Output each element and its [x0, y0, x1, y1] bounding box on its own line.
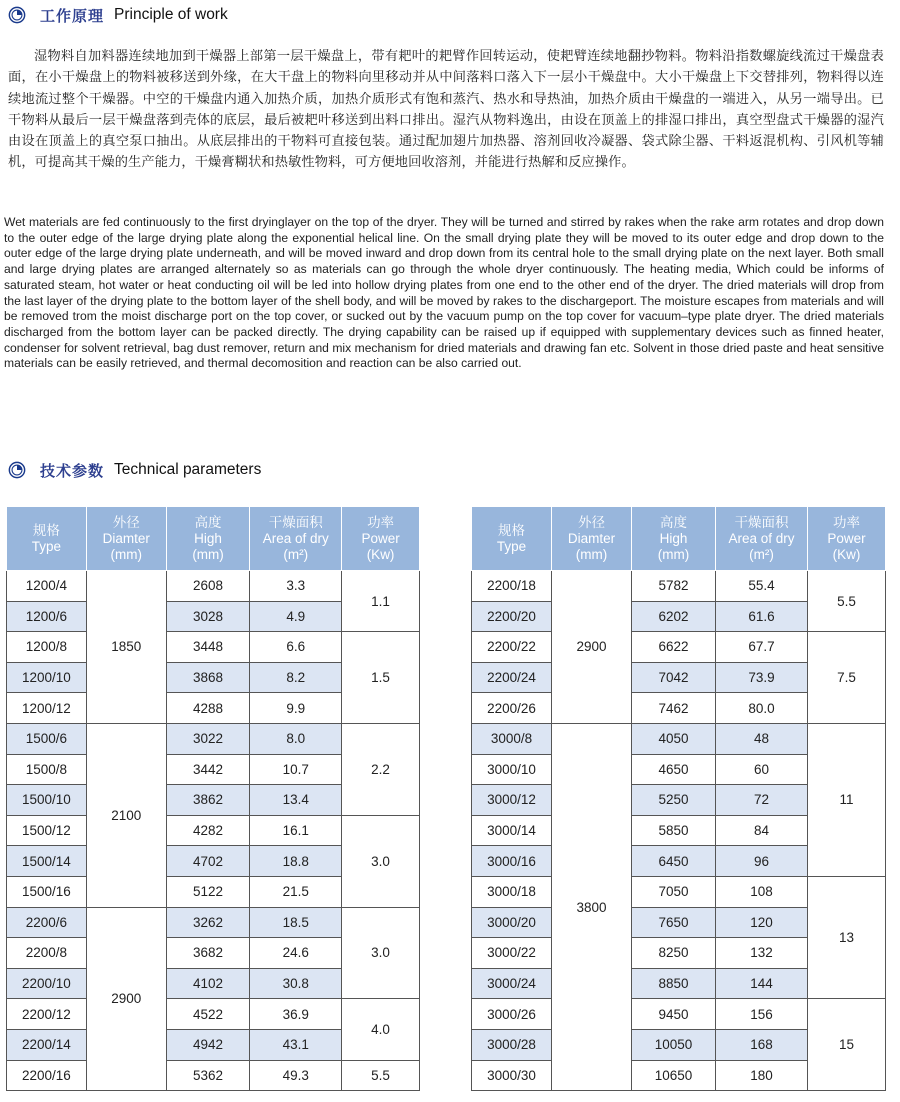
- cell-area: 108: [716, 876, 808, 907]
- table-header: [472, 507, 886, 571]
- cell-area: 156: [716, 999, 808, 1030]
- cell-power: 2.2: [342, 723, 420, 815]
- cell-area: 67.7: [716, 632, 808, 663]
- table-body: [7, 571, 420, 1091]
- cell-type: 3000/10: [472, 754, 552, 785]
- cell-type: 3000/26: [472, 999, 552, 1030]
- cell-type: 1200/10: [7, 662, 87, 693]
- cell-area: 8.2: [250, 662, 342, 693]
- cell-high: 3862: [166, 785, 250, 816]
- cell-area: 18.5: [250, 907, 342, 938]
- cell-high: 3022: [166, 723, 250, 754]
- cell-high: 2608: [166, 571, 250, 602]
- parameters-table-right: [471, 506, 886, 1091]
- cell-type: 3000/30: [472, 1060, 552, 1091]
- cell-power: 3.0: [342, 815, 420, 907]
- principle-title-en: Principle of work: [114, 6, 228, 23]
- table-row: [472, 999, 886, 1030]
- cell-type: 3000/20: [472, 907, 552, 938]
- cell-area: 55.4: [716, 571, 808, 602]
- cell-power: 7.5: [808, 632, 886, 724]
- principle-paragraph-en: Wet materials are fed continuously to the first dryinglayer on the top of the dryer. They will be turned and stirred by rakes when the rake arm rotates and drop down to the outer edge of the large drying plate along the exponential helical line. On the small drying plate they will be moved to its outer edge and drop down to the outer edge of the large drying plate underneath, and will be moved inward and drop down from its central hole to the small drying plate on the next layer. Both small and large drying plates are arranged alternately so as materials can go through the whole dryer continuously. The heating media, Which could be informs of saturated steam, hot water or heat conducting oil will be led into hollow drying plates from one end to the other end of the dryer. The dried materials will drop from the last layer of the drying plate to the bottom layer of the shell body, and will be moved by rakes to the dischargeport. The moisture escapes from materials and will be removed trom the moist discharge port on the top cover, or sucked out by the vacuum pump on the top cover for vacuum–type plate dryer. The dried materials discharged from the bottom layer can be packed directly. The drying capability can be raised up if equipped with supplementary devices such as finned heater, condenser for solvent retrieval, bag dust remover, return and mix mechanism for dried materials and drawing fan etc. Solvent in those dried paste and heat sensitive materials can be easily retrieved, and thermal decomosition and reaction can be also carried out.: [4, 215, 884, 371]
- table-header: [7, 507, 420, 571]
- cell-area: 24.6: [250, 938, 342, 969]
- principle-title-cn: 工作原理: [40, 6, 105, 25]
- principle-paragraph-cn: 湿物料自加料器连续地加到干燥器上部第一层干燥盘上，带有耙叶的耙臂作回转运动，使耙臂连续地翻抄物料。物料沿指数螺旋线流过干燥盘表面，在小干燥盘上的物料被移送到外缘，在大干盘上的物料向里移动并从中间落料口落入下一层小干燥盘中。大小干燥盘上下交替排列，物料得以连续地流过整个干燥器。中空的干燥盘内通入加热介质，加热介质形式有饱和蒸汽、热水和导热油，加热介质由干燥盘的一端进入，从另一端导出。已干物料从最后一层干燥盘落到壳体的底层，最后被耙叶移送到出料口排出。湿汽从物料逸出，由设在顶盖上的排湿口排出，真空型盘式干燥器的湿汽由设在顶盖上的真空泵口抽出。从底层排出的干物料可直接包装。通过配加翅片加热器、溶剂回收冷凝器、袋式除尘器、干料返混机构、引风机等辅机，可提高其干燥的生产能力，干燥膏糊状和热敏性物料，可方便地回收溶剂，并能进行热解和反应操作。: [8, 49, 884, 171]
- cell-type: 3000/22: [472, 938, 552, 969]
- cell-area: 16.1: [250, 815, 342, 846]
- principle-heading: [8, 3, 228, 27]
- header-area: 干燥面积 Area of dry (m²): [716, 507, 808, 571]
- cell-area: 48: [716, 723, 808, 754]
- cell-area: 80.0: [716, 693, 808, 724]
- cell-type: 2200/6: [7, 907, 87, 938]
- cell-type: 2200/8: [7, 938, 87, 969]
- cell-type: 1500/12: [7, 815, 87, 846]
- cell-area: 30.8: [250, 968, 342, 999]
- cell-high: 6450: [632, 846, 716, 877]
- cell-high: 8850: [632, 968, 716, 999]
- cell-type: 1200/6: [7, 601, 87, 632]
- cell-power: 1.1: [342, 571, 420, 632]
- target-circle-icon: [8, 461, 26, 479]
- table-body: [472, 571, 886, 1091]
- cell-type: 3000/18: [472, 876, 552, 907]
- cell-area: 120: [716, 907, 808, 938]
- cell-type: 2200/18: [472, 571, 552, 602]
- cell-type: 3000/28: [472, 1029, 552, 1060]
- table-row: [7, 632, 420, 663]
- cell-high: 3028: [166, 601, 250, 632]
- cell-area: 84: [716, 815, 808, 846]
- cell-high: 3868: [166, 662, 250, 693]
- cell-type: 2200/20: [472, 601, 552, 632]
- cell-type: 2200/10: [7, 968, 87, 999]
- table-row: [472, 632, 886, 663]
- cell-area: 132: [716, 938, 808, 969]
- cell-power: 4.0: [342, 999, 420, 1060]
- cell-area: 180: [716, 1060, 808, 1091]
- cell-type: 2200/16: [7, 1060, 87, 1091]
- cell-area: 9.9: [250, 693, 342, 724]
- cell-high: 4650: [632, 754, 716, 785]
- cell-power: 5.5: [808, 571, 886, 632]
- cell-area: 21.5: [250, 876, 342, 907]
- cell-type: 3000/16: [472, 846, 552, 877]
- cell-type: 2200/14: [7, 1029, 87, 1060]
- cell-area: 4.9: [250, 601, 342, 632]
- cell-area: 3.3: [250, 571, 342, 602]
- cell-high: 3682: [166, 938, 250, 969]
- cell-high: 5850: [632, 815, 716, 846]
- table-row: [7, 723, 420, 754]
- header-power: 功率 Power (Kw): [342, 507, 420, 571]
- cell-area: 72: [716, 785, 808, 816]
- header-diameter: 外径 Diamter (mm): [552, 507, 632, 571]
- cell-area: 73.9: [716, 662, 808, 693]
- cell-area: 43.1: [250, 1029, 342, 1060]
- cell-type: 2200/22: [472, 632, 552, 663]
- cell-high: 10650: [632, 1060, 716, 1091]
- table-row: [7, 999, 420, 1030]
- cell-type: 3000/24: [472, 968, 552, 999]
- cell-high: 4288: [166, 693, 250, 724]
- cell-type: 3000/8: [472, 723, 552, 754]
- cell-area: 60: [716, 754, 808, 785]
- cell-high: 7462: [632, 693, 716, 724]
- technical-title-cn: 技术参数: [40, 461, 105, 480]
- cell-area: 6.6: [250, 632, 342, 663]
- cell-high: 4522: [166, 999, 250, 1030]
- cell-high: 5782: [632, 571, 716, 602]
- cell-diameter: 1850: [86, 571, 166, 724]
- cell-high: 4102: [166, 968, 250, 999]
- cell-type: 1500/8: [7, 754, 87, 785]
- table-row: [472, 571, 886, 602]
- cell-area: 168: [716, 1029, 808, 1060]
- cell-type: 1200/12: [7, 693, 87, 724]
- cell-high: 7650: [632, 907, 716, 938]
- cell-area: 18.8: [250, 846, 342, 877]
- header-area: 干燥面积 Area of dry (m²): [250, 507, 342, 571]
- cell-area: 61.6: [716, 601, 808, 632]
- cell-type: 1500/16: [7, 876, 87, 907]
- cell-high: 5122: [166, 876, 250, 907]
- cell-area: 10.7: [250, 754, 342, 785]
- cell-high: 7050: [632, 876, 716, 907]
- header-type: 规格 Type: [7, 507, 87, 571]
- table-row: [472, 723, 886, 754]
- cell-high: 6202: [632, 601, 716, 632]
- header-power: 功率 Power (Kw): [808, 507, 886, 571]
- cell-type: 2200/12: [7, 999, 87, 1030]
- cell-power: 15: [808, 999, 886, 1091]
- cell-type: 1500/10: [7, 785, 87, 816]
- cell-power: 13: [808, 876, 886, 998]
- cell-high: 4050: [632, 723, 716, 754]
- table-row: [7, 815, 420, 846]
- cell-high: 6622: [632, 632, 716, 663]
- cell-diameter: 2900: [552, 571, 632, 724]
- cell-type: 1200/4: [7, 571, 87, 602]
- cell-high: 4282: [166, 815, 250, 846]
- cell-power: 11: [808, 723, 886, 876]
- cell-high: 9450: [632, 999, 716, 1030]
- cell-high: 10050: [632, 1029, 716, 1060]
- cell-high: 7042: [632, 662, 716, 693]
- table-row: [7, 571, 420, 602]
- cell-power: 1.5: [342, 632, 420, 724]
- cell-type: 1500/6: [7, 723, 87, 754]
- cell-type: 3000/14: [472, 815, 552, 846]
- cell-high: 8250: [632, 938, 716, 969]
- cell-diameter: 2100: [86, 723, 166, 907]
- cell-area: 8.0: [250, 723, 342, 754]
- cell-high: 4942: [166, 1029, 250, 1060]
- cell-area: 36.9: [250, 999, 342, 1030]
- cell-diameter: 3800: [552, 723, 632, 1090]
- cell-diameter: 2900: [86, 907, 166, 1091]
- cell-power: 3.0: [342, 907, 420, 999]
- header-high: 高度 High (mm): [632, 507, 716, 571]
- cell-high: 5362: [166, 1060, 250, 1091]
- technical-title-en: Technical parameters: [114, 461, 262, 478]
- cell-area: 144: [716, 968, 808, 999]
- cell-area: 96: [716, 846, 808, 877]
- table-row: [472, 876, 886, 907]
- cell-high: 3442: [166, 754, 250, 785]
- target-circle-icon: [8, 6, 26, 24]
- cell-type: 2200/26: [472, 693, 552, 724]
- header-diameter: 外径 Diamter (mm): [86, 507, 166, 571]
- cell-power: 5.5: [342, 1060, 420, 1091]
- cell-type: 3000/12: [472, 785, 552, 816]
- header-type: 规格 Type: [472, 507, 552, 571]
- cell-high: 5250: [632, 785, 716, 816]
- cell-type: 1500/14: [7, 846, 87, 877]
- header-high: 高度 High (mm): [166, 507, 250, 571]
- parameters-table-left: [6, 506, 420, 1091]
- technical-heading: [8, 458, 261, 482]
- cell-high: 3448: [166, 632, 250, 663]
- cell-high: 4702: [166, 846, 250, 877]
- table-row: [7, 1060, 420, 1091]
- cell-high: 3262: [166, 907, 250, 938]
- cell-area: 13.4: [250, 785, 342, 816]
- cell-area: 49.3: [250, 1060, 342, 1091]
- cell-type: 1200/8: [7, 632, 87, 663]
- table-row: [7, 907, 420, 938]
- cell-type: 2200/24: [472, 662, 552, 693]
